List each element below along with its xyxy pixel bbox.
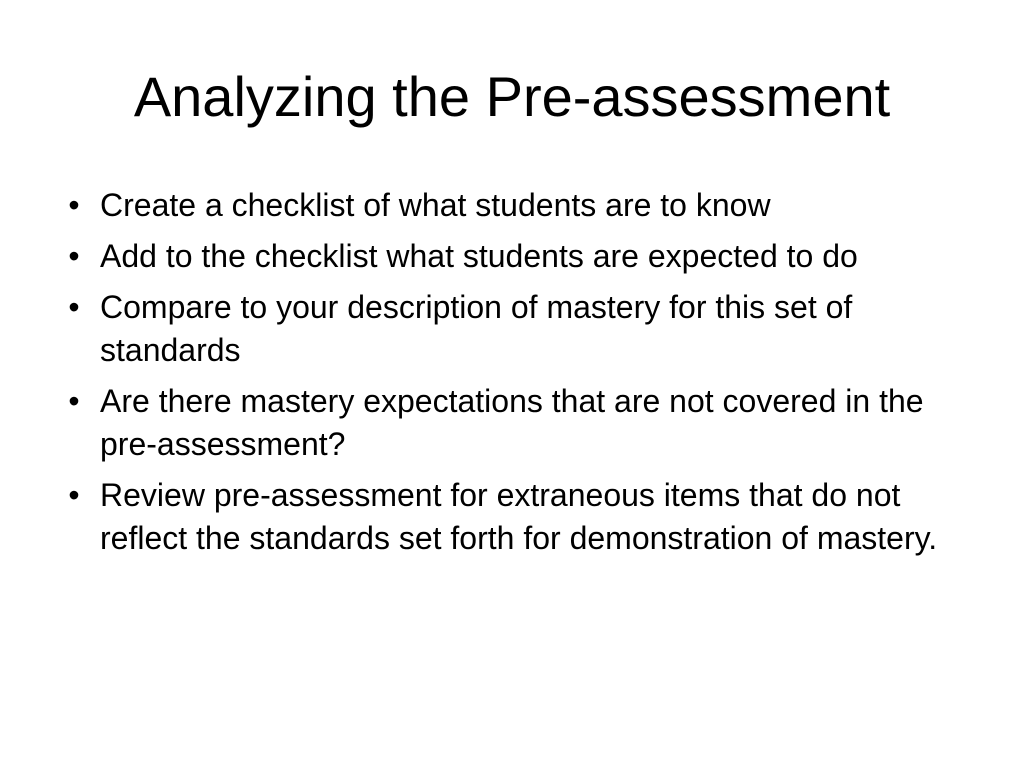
bullet-item xyxy=(62,286,962,372)
bullet-icon: • xyxy=(68,187,80,223)
bullet-text: Are there mastery expectations that are not covered in the pre-assessment? xyxy=(100,383,924,462)
bullet-icon: • xyxy=(68,238,80,274)
bullet-list xyxy=(62,184,962,568)
bullet-icon: • xyxy=(68,477,80,513)
bullet-item xyxy=(62,474,962,560)
slide-title: Analyzing the Pre-assessment xyxy=(133,65,891,128)
bullet-item xyxy=(62,184,962,227)
bullet-text: Create a checklist of what students are to know xyxy=(100,187,771,223)
bullet-text: Compare to your description of mastery for this set of standards xyxy=(100,289,853,368)
bullet-item xyxy=(62,380,962,466)
bullet-icon: • xyxy=(68,383,80,419)
bullet-text: Add to the checklist what students are expected to do xyxy=(100,238,858,274)
bullet-item xyxy=(62,235,962,278)
bullet-text: Review pre-assessment for extraneous items that do not reflect the standards set forth for demonstration of mastery. xyxy=(100,477,938,556)
bullet-icon: • xyxy=(68,289,80,325)
